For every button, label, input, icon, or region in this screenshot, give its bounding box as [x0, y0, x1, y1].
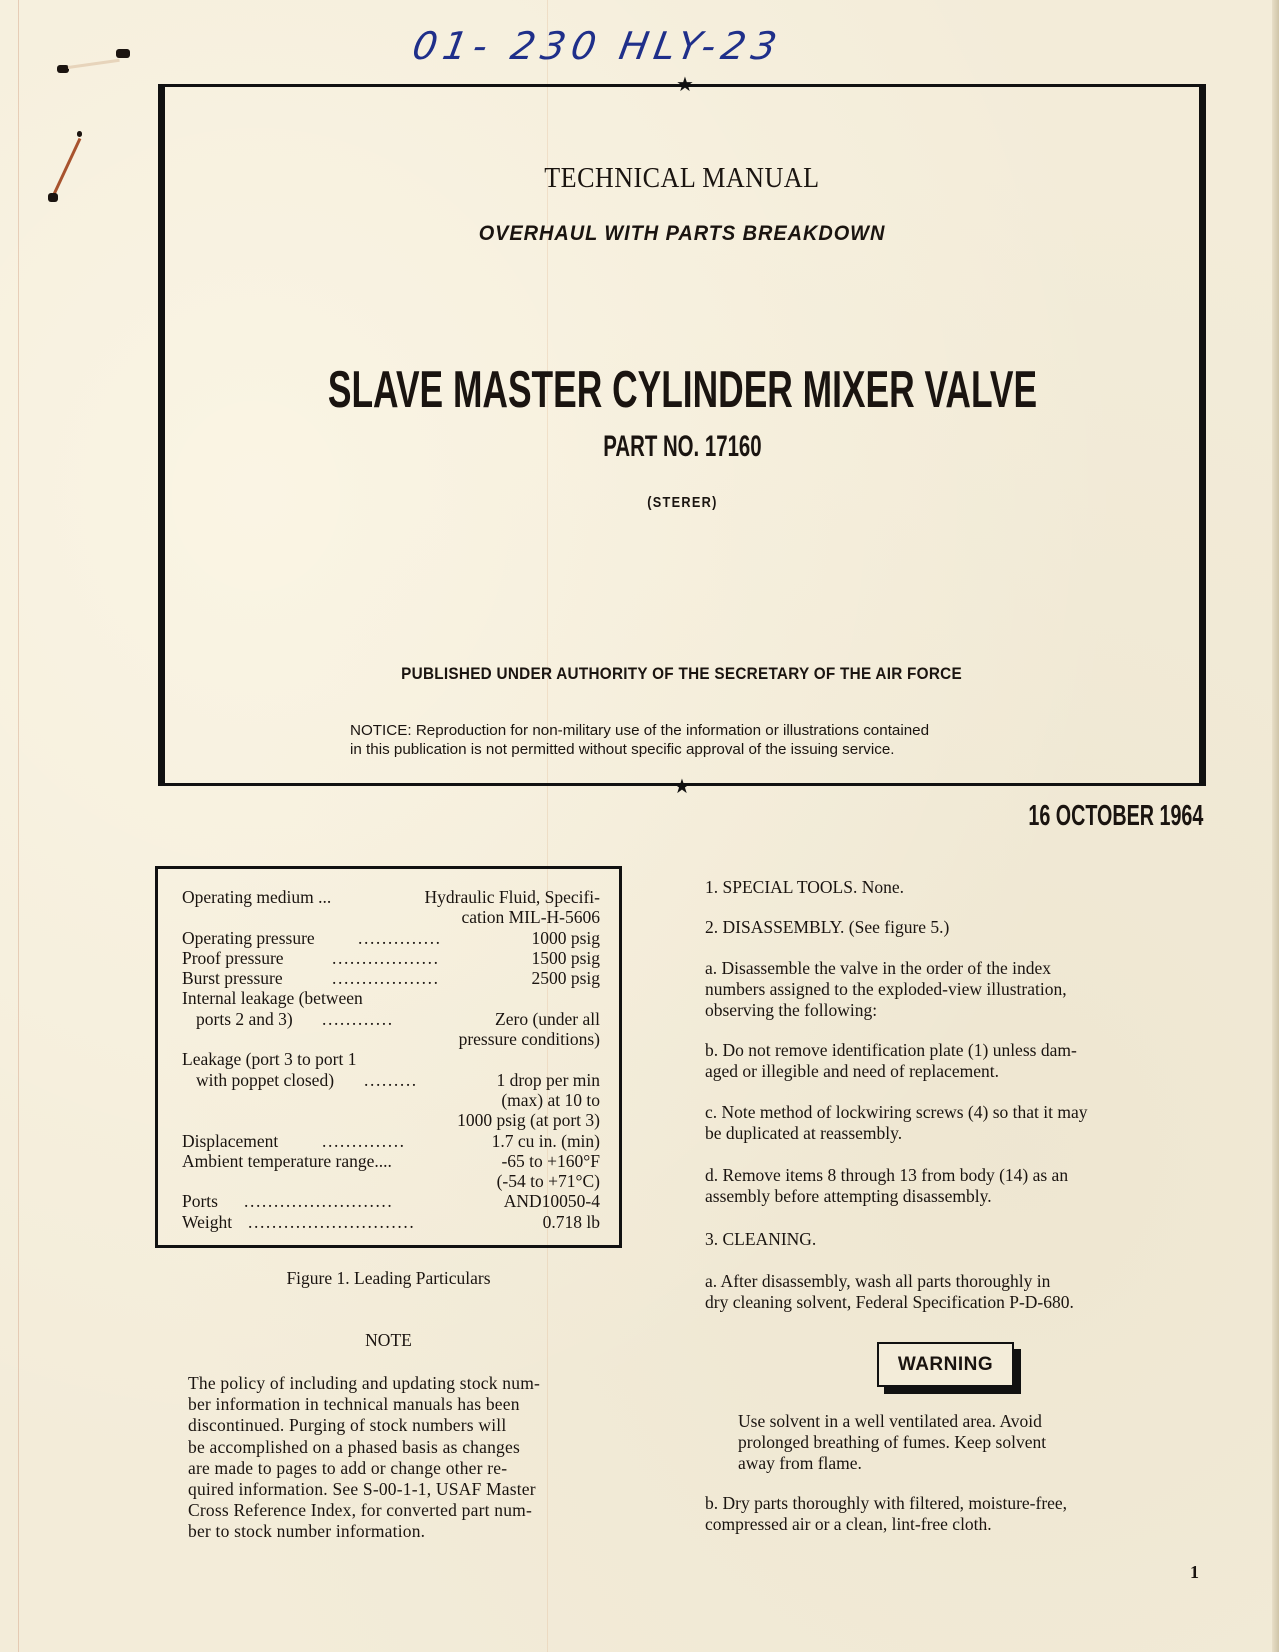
manual-subheading: OVERHAUL WITH PARTS BREAKDOWN — [478, 222, 886, 245]
cleaning-step-a: a. After disassembly, wash all parts thoroughly in dry cleaning solvent, Federal Specification P-D-680. — [705, 1271, 1074, 1312]
spec-row: Leakage (port 3 to port 1 — [182, 1049, 357, 1070]
spec-row: (-54 to +71°C) — [496, 1171, 600, 1192]
paper-fold-line — [18, 0, 19, 1652]
document-title: SLAVE MASTER CYLINDER MIXER VALVE — [327, 361, 1037, 419]
note-heading: NOTE — [365, 1330, 412, 1350]
spec-row: Ports ......................... AND10050-4 — [182, 1191, 600, 1212]
warning-badge: WARNING — [877, 1342, 1014, 1387]
publication-date: 16 OCTOBER 1964 — [1027, 800, 1203, 832]
star-icon: ★ — [673, 774, 691, 798]
disassembly-step-c: c. Note method of lockwiring screws (4) so that it may be duplicated at reassembly. — [705, 1102, 1088, 1143]
spec-row: Weight ............................ 0.718 lb — [182, 1211, 600, 1232]
cleaning-step-b: b. Dry parts thoroughly with filtered, moisture-free, compressed air or a clean, lint-free cloth. — [705, 1493, 1068, 1534]
spec-row: (max) at 10 to — [501, 1089, 600, 1110]
spec-row: pressure conditions) — [458, 1029, 600, 1050]
manual-type-heading: TECHNICAL MANUAL — [544, 162, 820, 194]
note-body: The policy of including and updating stock num- ber information in technical manuals has been discontinued. Purging of stock numbers will be accomplished on a phased basis as changes are made to pages to add or change other re- quired information. See S-00-1-1, USAF Master Cross Reference Index, for converted part num- ber to stock number information. — [188, 1373, 541, 1542]
reproduction-notice: NOTICE: Reproduction for non-military use of the information or illustrations contained in this publication is not permitted without specific approval of the issuing service. — [350, 722, 930, 758]
section-special-tools: 1. SPECIAL TOOLS. None. — [705, 877, 904, 897]
disassembly-step-b: b. Do not remove identification plate (1) unless dam- aged or illegible and need of replacement. — [705, 1040, 1077, 1081]
handwritten-document-number: 01- 230 HLY-23 — [409, 24, 786, 68]
part-number: PART NO. 17160 — [602, 430, 762, 463]
spec-row: Operating medium ... Hydraulic Fluid, Specifi- — [182, 887, 600, 907]
manufacturer: (STERER) — [646, 494, 718, 511]
spec-row: Ambient temperature range.... -65 to +160°F — [182, 1150, 600, 1171]
spec-row: Internal leakage (between — [182, 988, 363, 1009]
spec-row: 1000 psig (at port 3) — [457, 1110, 600, 1131]
spec-row: Proof pressure .................. 1500 psig — [182, 947, 600, 968]
star-icon: ★ — [676, 72, 694, 96]
warning-text: Use solvent in a well ventilated area. Avoid prolonged breathing of fumes. Keep solvent away from flame. — [738, 1411, 1047, 1473]
page-number: 1 — [1190, 1562, 1199, 1582]
spec-row: Burst pressure .................. 2500 psig — [182, 968, 600, 989]
section-cleaning-heading: 3. CLEANING. — [705, 1229, 817, 1249]
section-disassembly-heading: 2. DISASSEMBLY. (See figure 5.) — [705, 917, 950, 937]
spec-row: Displacement .............. 1.7 cu in. (min) — [182, 1130, 600, 1151]
spec-row: cation MIL-H-5606 — [461, 907, 600, 928]
figure-caption: Figure 1. Leading Particulars — [286, 1268, 491, 1288]
publication-authority: PUBLISHED UNDER AUTHORITY OF THE SECRETARY OF THE AIR FORCE — [401, 664, 963, 683]
disassembly-step-a: a. Disassemble the valve in the order of the index numbers assigned to the exploded-view illustration, observing the following: — [705, 958, 1067, 1020]
spec-row: ports 2 and 3) ............ Zero (under all — [196, 1008, 600, 1029]
spec-row: with poppet closed) ......... 1 drop per min — [196, 1069, 600, 1090]
paper-edge — [1272, 0, 1279, 1652]
spec-row: Operating pressure .............. 1000 psig — [182, 927, 600, 948]
disassembly-step-d: d. Remove items 8 through 13 from body (14) as an assembly before attempting disassembly. — [705, 1165, 1069, 1206]
leading-particulars-box — [155, 866, 622, 1248]
